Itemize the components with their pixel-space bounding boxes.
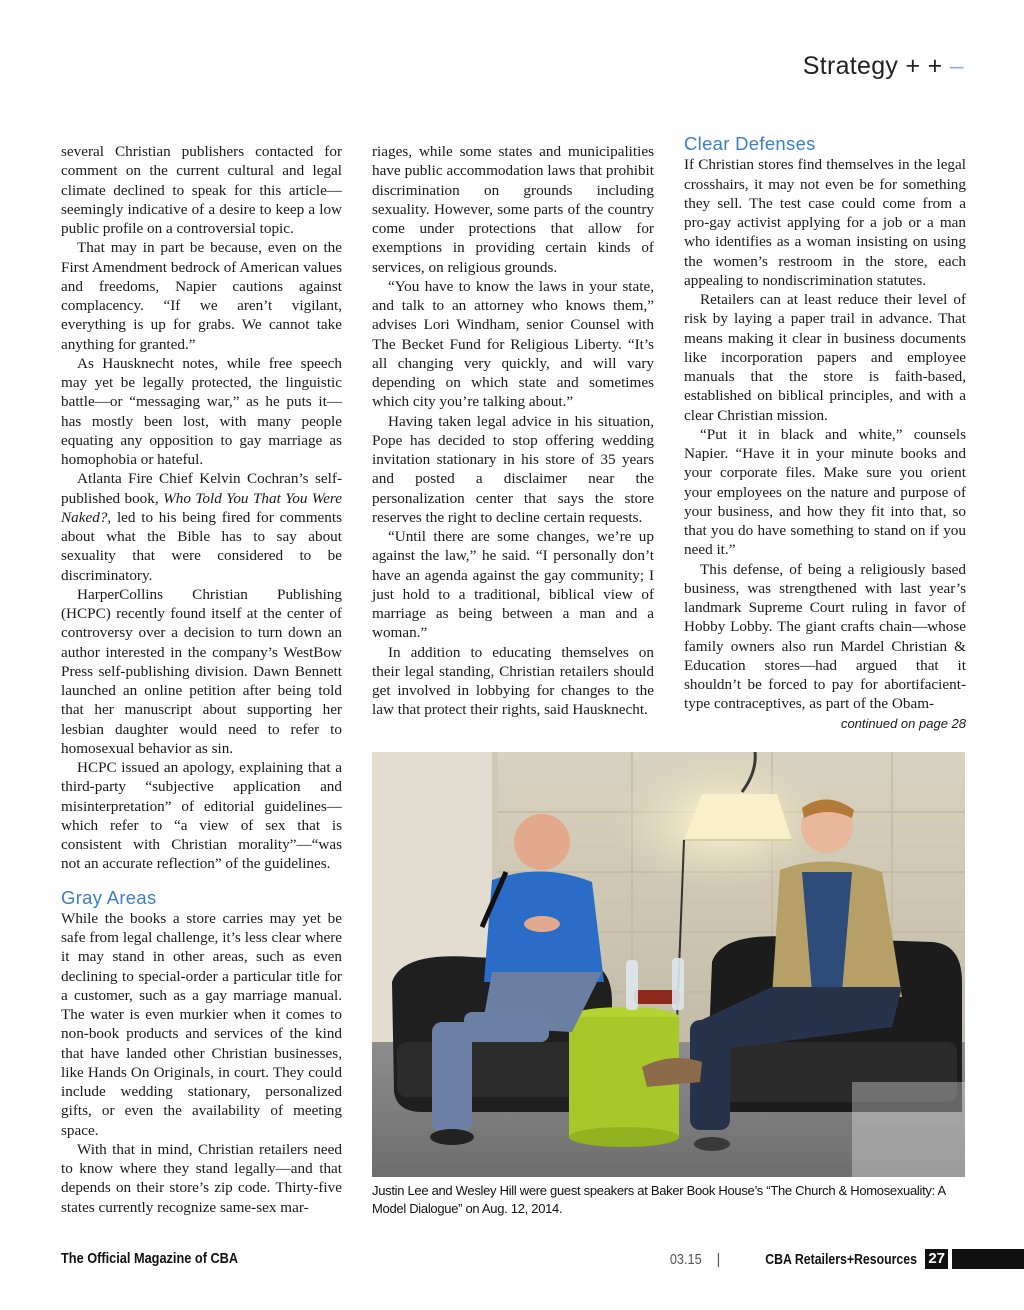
page-number: 27 xyxy=(925,1249,948,1269)
paragraph: HarperCollins Christian Publishing (HCPC) recently found itself at the center of controversy over a decision to turn down an author interested in the company’s WestBow Press self-publishing division. Dawn Bennett launched an online petition after being told that her manuscript about supporting her lesbian daughter would need to refer to homosexual behavior as sin. xyxy=(61,585,342,757)
paragraph: That may in part be because, even on the First Amendment bedrock of American values and freedoms, Napier cautions against complacency. “If we aren’t vigilant, everything is up for grabs. We cannot take anything for granted.” xyxy=(61,239,342,353)
event-photo-illustration xyxy=(372,752,965,1177)
photo-caption: Justin Lee and Wesley Hill were guest speakers at Baker Book House’s “The Church & Homosexuality: A Model Dialogue” on Aug. 12, 2014. xyxy=(372,1183,946,1216)
paragraph: This defense, of being a religiously based business, was strengthened with last year’s landmark Supreme Court ruling in favor of Hobby Lobby. The giant crafts chain—whose family owners also run Mardel Christian & Education stores—had argued that it shouldn’t be forced to pay for abortifacient-type contraceptives, as part of the Obam- xyxy=(684,560,966,713)
section-heading-gray-areas: Gray Areas xyxy=(61,886,157,908)
event-photo xyxy=(372,752,965,1177)
article-column-2 xyxy=(372,142,654,720)
section-header xyxy=(803,52,964,81)
paragraph: “Until there are some changes, we’re up against the law,” he said. “I personally don’t have an agenda against the gay community; I just hold to a traditional, biblical view of marriage as being between a man and a woman.” xyxy=(372,528,654,642)
footer-separator: | xyxy=(716,1250,721,1268)
paragraph: “Put it in black and white,” counsels Napier. “Have it in your minute books and your corporate files. Make sure you orient your employees on the nature and purpose of your business, and how they fit into that, so that you do have something to stand on if you need it.” xyxy=(684,425,966,559)
paragraph: HCPC issued an apology, explaining that a third-party “subjective application and misinterpretation” of editorial guidelines—which refer to “a view of sex that is consistent with Christian morality”—“was not an accurate reflection” of the guidelines. xyxy=(61,759,342,873)
paragraph: “You have to know the laws in your state, and talk to an attorney who knows them,” advises Lori Windham, senior Counsel with The Becket Fund for Religious Liberty. “It’s all changing very quickly, and will vary depending on which state and sometimes which city you’re talking about.” xyxy=(372,277,654,411)
paragraph xyxy=(61,469,342,585)
paragraph: riages, while some states and municipalities have public accommodation laws that prohibit discrimination on grounds including sexuality. However, some parts of the country come under protections that allow for exemptions in providing certain kinds of services, on religious grounds. xyxy=(372,143,654,276)
paragraph-text: Atlanta Fire Chief Kelvin Cochran’s self-published book, xyxy=(61,470,342,507)
article-column-1 xyxy=(61,142,342,1217)
paragraph: several Christian publishers contacted for comment on the current cultural and legal climate declined to speak for this article—seemingly indicative of a desire to keep a low public profile on a controversial topic. xyxy=(61,143,342,237)
paragraph: Retailers can at least reduce their level of risk by laying a paper trail in advance. That means making it clear in business documents like incorporation papers and employee manuals that the store is faith-based, established on biblical principles, and with a clear Christian mission. xyxy=(684,291,966,424)
paragraph: As Hausknecht notes, while free speech may yet be legally protected, the linguistic battle—or “messaging war,” as he puts it—has mostly been lost, with many people equating any opposition to gay marriage as homophobia or hateful. xyxy=(61,354,342,468)
section-title: Strategy + + xyxy=(802,52,950,80)
issue-date: 03.15 xyxy=(669,1250,702,1268)
article-column-3 xyxy=(684,134,966,733)
book-title: Who Told You That You Were Naked?, xyxy=(61,489,342,526)
section-minus: – xyxy=(949,52,964,80)
paragraph: Having taken legal advice in his situation, Pope has decided to stop offering wedding invitation stationary in his store of 35 years and posted a disclaimer near the personalization center that says the store reserves the right to decline certain requests. xyxy=(372,412,654,526)
paragraph: If Christian stores find themselves in the legal crosshairs, it may not even be for something they sell. The test case could come from a pro-gay activist applying for a job or a man who identifies as a woman insisting on using the women’s restroom in the store, each appealing to nondiscrimination statutes. xyxy=(684,156,966,289)
paragraph-text: led to his being fired for comments about what the Bible has to say about sexuality that were considered to be discriminatory. xyxy=(61,508,342,584)
section-heading-clear-defenses: Clear Defenses xyxy=(684,133,816,154)
continued-link[interactable]: continued on page 28 xyxy=(840,715,966,731)
footer-bar xyxy=(952,1249,1024,1269)
paragraph: While the books a store carries may yet be safe from legal challenge, it’s less clear where it may stand in other areas, such as even declining to special-order a particular title for a customer, such as a gay marriage manual. The water is even murkier when it comes to non-book products and services of the kind that have landed other Christian businesses, like Hands On Originals, in court. They could include wedding stationary, personalized gifts, or even the availability of meeting space. xyxy=(61,909,342,1139)
footer-page-info xyxy=(667,1248,1024,1270)
paragraph: In addition to educating themselves on their legal standing, Christian retailers should get involved in lobbying for changes to the law that protect their rights, said Hausknecht. xyxy=(372,643,654,719)
footer-magazine-tagline: The Official Magazine of CBA xyxy=(61,1250,239,1267)
magazine-name: CBA Retailers+Resources xyxy=(765,1250,918,1268)
paragraph: With that in mind, Christian retailers need to know where they stand legally—and that depends on their store’s zip code. Thirty-five states currently recognize same-sex mar- xyxy=(61,1140,342,1216)
